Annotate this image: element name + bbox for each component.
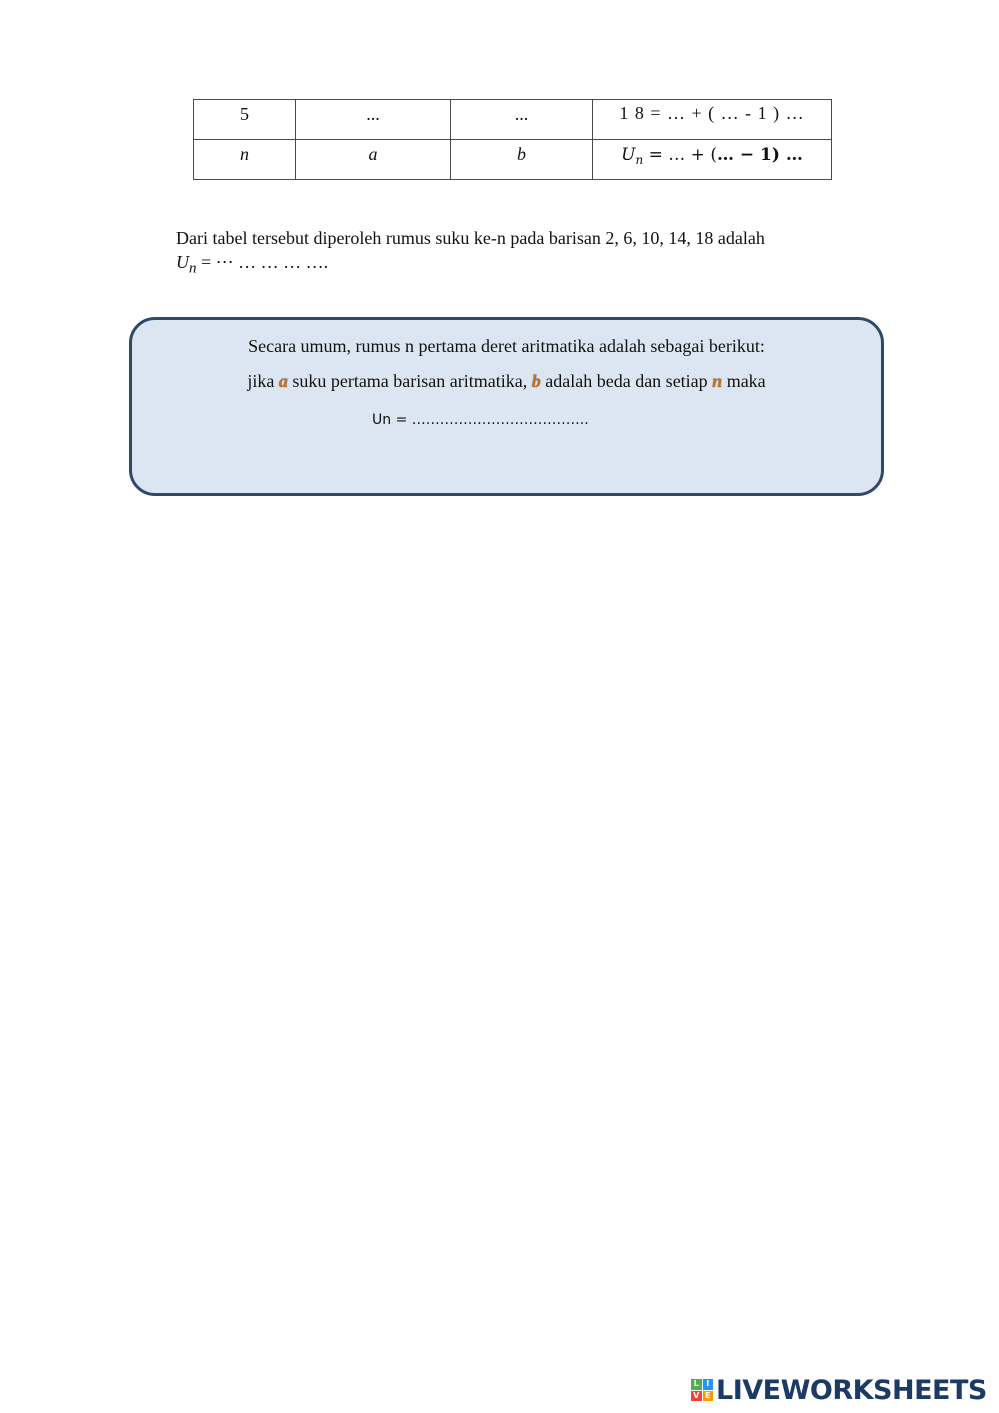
logo-text: LIVEWORKSHEETS (716, 1374, 987, 1406)
logo-mark-tile: V (691, 1391, 702, 1402)
formula-mid: = … + ( (643, 145, 717, 165)
formula-u: U (621, 145, 636, 165)
conclusion-text: Dari tabel tersebut diperoleh rumus suku ke-n pada barisan 2, 6, 10, 14, 18 adalah (176, 228, 765, 248)
logo-mark-icon (691, 1379, 713, 1401)
formula-bold: … − 1) … (716, 145, 803, 165)
logo-mark-tile: L (691, 1379, 702, 1390)
summary-text: suku pertama barisan aritmatika, (287, 371, 532, 391)
table-cell: n (194, 140, 296, 180)
table-cell: a (296, 140, 451, 180)
un-sub: n (189, 260, 197, 277)
table-cell: ... (451, 100, 593, 140)
logo-mark-tile: E (703, 1391, 714, 1402)
table-cell: ... (296, 100, 451, 140)
table-cell: 5 (194, 100, 296, 140)
summary-text: jika (247, 371, 279, 391)
summary-text: maka (722, 371, 766, 391)
conclusion-formula (176, 250, 856, 281)
liveworksheets-logo (691, 1374, 987, 1406)
summary-box (129, 317, 884, 496)
un-answer-field[interactable]: Un = ……………………………….. (372, 412, 589, 428)
un-rest: = ⋯ … … … …. (196, 252, 329, 272)
un-label: U (176, 252, 189, 272)
table-row (194, 140, 832, 180)
variable-n: n (712, 371, 723, 391)
summary-line-2 (132, 371, 881, 392)
formula-sub: n (635, 153, 644, 167)
summary-text: adalah beda dan setiap (540, 371, 713, 391)
pattern-table (193, 99, 832, 180)
variable-b: b (531, 371, 541, 391)
logo-mark-tile: I (703, 1379, 714, 1390)
table-row (194, 100, 832, 140)
summary-line-1: Secara umum, rumus n pertama deret aritmatika adalah sebagai berikut: (248, 336, 765, 356)
variable-a: a (278, 371, 288, 391)
conclusion-paragraph (176, 226, 856, 281)
table-cell: b (451, 140, 593, 180)
table-cell-general-formula (593, 140, 832, 180)
table-cell-formula: 1 8 = … + ( … - 1 ) … (593, 100, 832, 140)
